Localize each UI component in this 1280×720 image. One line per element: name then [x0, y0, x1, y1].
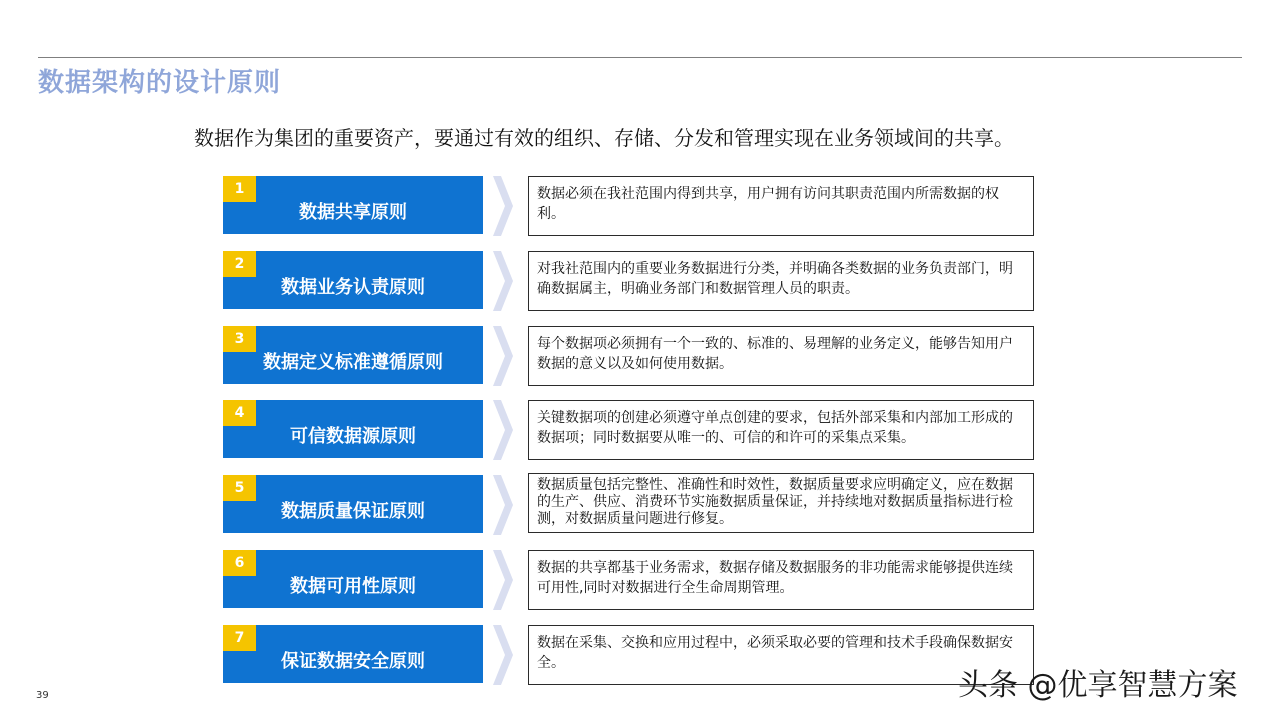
principle-number-badge: 2	[223, 251, 256, 277]
principle-row	[0, 400, 1280, 460]
principle-name: 数据业务认责原则	[281, 277, 425, 298]
principle-description: 数据质量包括完整性、准确性和时效性，数据质量要求应明确定义，应在数据的生产、供应、消费环节实施数据质量保证，并持续地对数据质量指标进行检测，对数据质量问题进行修复。	[528, 473, 1034, 533]
principle-name: 保证数据安全原则	[281, 651, 425, 672]
top-rule	[38, 57, 1242, 58]
principle-description: 数据必须在我社范围内得到共享，用户拥有访问其职责范围内所需数据的权利。	[528, 176, 1034, 236]
chevron-right-icon	[493, 251, 513, 311]
chevron-right-icon	[493, 400, 513, 460]
principle-number-badge: 7	[223, 625, 256, 651]
chevron-right-icon	[493, 625, 513, 685]
page-number: 39	[36, 690, 49, 701]
watermark: 头条 @优享智慧方案	[958, 668, 1238, 703]
principle-name: 数据质量保证原则	[281, 501, 425, 522]
chevron-right-icon	[493, 326, 513, 386]
principle-name: 可信数据源原则	[290, 426, 416, 447]
chevron-right-icon	[493, 176, 513, 236]
principle-description: 数据的共享都基于业务需求，数据存储及数据服务的非功能需求能够提供连续可用性,同时对数据进行全生命周期管理。	[528, 550, 1034, 610]
principle-name: 数据可用性原则	[290, 576, 416, 597]
principle-row	[0, 475, 1280, 535]
principle-number-badge: 1	[223, 176, 256, 202]
principle-row	[0, 326, 1280, 386]
slide-subtitle: 数据作为集团的重要资产，要通过有效的组织、存储、分发和管理实现在业务领域间的共享。	[194, 126, 1014, 150]
chevron-right-icon	[493, 475, 513, 535]
principle-box	[223, 550, 483, 608]
principle-box	[223, 176, 483, 234]
principle-box	[223, 475, 483, 533]
principle-box	[223, 400, 483, 458]
principle-row	[0, 550, 1280, 610]
principle-number-badge: 3	[223, 326, 256, 352]
principle-box	[223, 326, 483, 384]
principle-name: 数据共享原则	[299, 202, 407, 223]
chevron-right-icon	[493, 550, 513, 610]
principle-row	[0, 251, 1280, 311]
principle-number-badge: 4	[223, 400, 256, 426]
principle-number-badge: 5	[223, 475, 256, 501]
principle-description: 关键数据项的创建必须遵守单点创建的要求，包括外部采集和内部加工形成的数据项；同时数据要从唯一的、可信的和许可的采集点采集。	[528, 400, 1034, 460]
principle-box	[223, 251, 483, 309]
principle-name: 数据定义标准遵循原则	[263, 352, 443, 373]
principle-box	[223, 625, 483, 683]
principle-description: 对我社范围内的重要业务数据进行分类，并明确各类数据的业务负责部门，明确数据属主，明确业务部门和数据管理人员的职责。	[528, 251, 1034, 311]
slide-title: 数据架构的设计原则	[38, 68, 282, 98]
principle-description: 每个数据项必须拥有一个一致的、标准的、易理解的业务定义，能够告知用户数据的意义以及如何使用数据。	[528, 326, 1034, 386]
principle-row	[0, 176, 1280, 236]
principle-number-badge: 6	[223, 550, 256, 576]
principle-description: 数据在采集、交换和应用过程中，必须采取必要的管理和技术手段确保数据安全。	[528, 625, 1034, 685]
